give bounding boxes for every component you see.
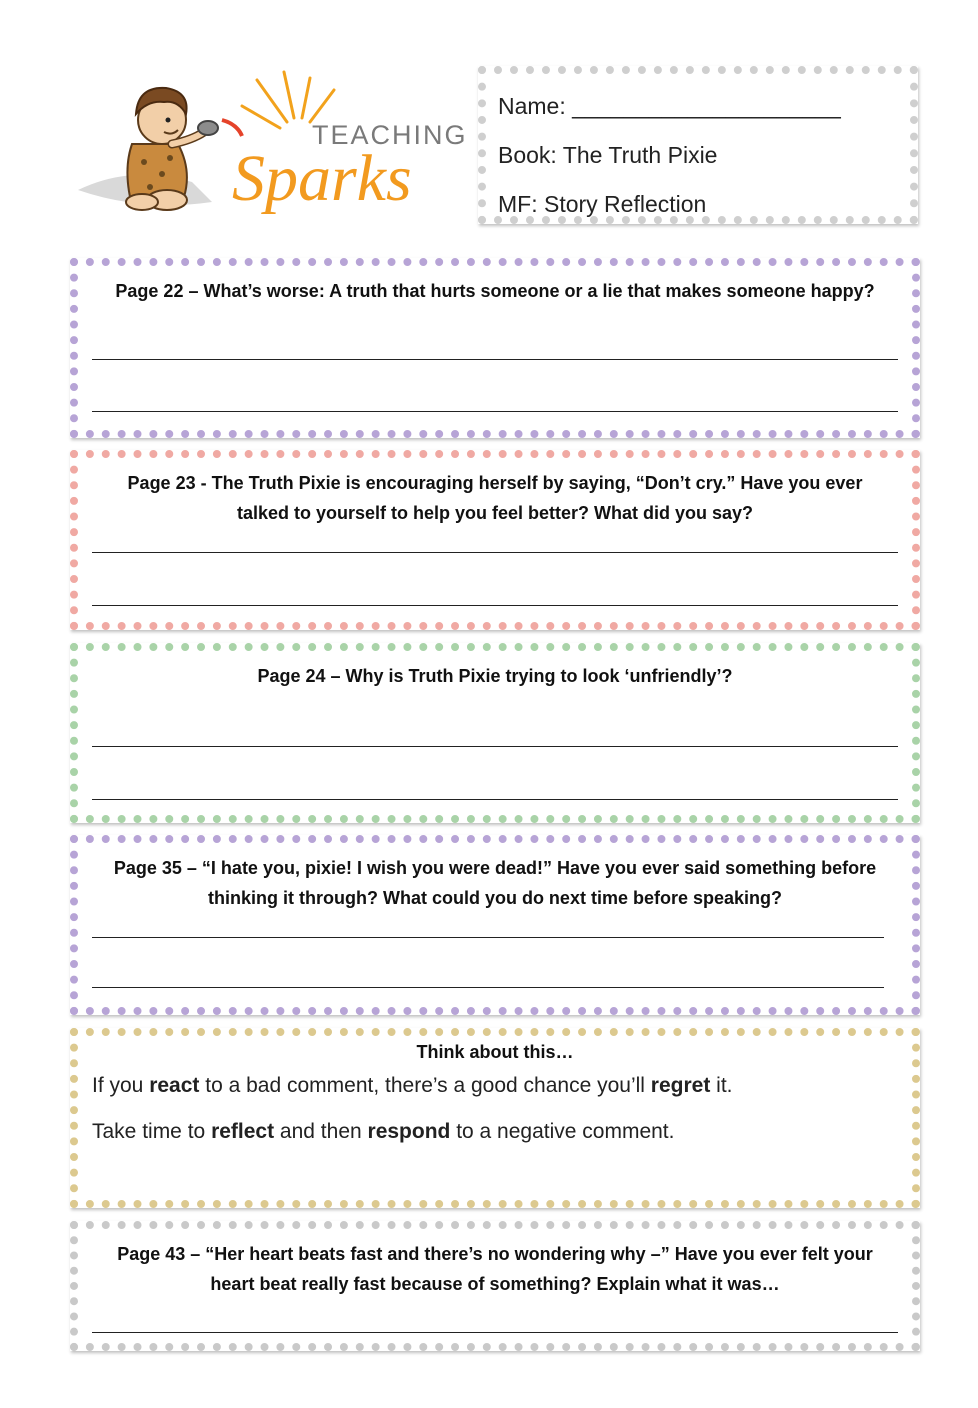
book-title: Book: The Truth Pixie bbox=[498, 142, 718, 168]
think-about-this-card bbox=[70, 1028, 920, 1208]
answer-line[interactable] bbox=[92, 799, 898, 800]
student-info-box bbox=[478, 66, 918, 224]
think-keyword-respond: respond bbox=[367, 1120, 451, 1143]
answer-line[interactable] bbox=[92, 1332, 898, 1333]
teaching-sparks-logo bbox=[72, 62, 467, 227]
question-text: Page 23 - The Truth Pixie is encouraging herself by saying, “Don’t cry.” Have you ever talked to yourself to help you feel better? What did you say? bbox=[127, 473, 863, 523]
name-field[interactable]: Name: _____________________ bbox=[498, 93, 841, 119]
question-card-page-43 bbox=[70, 1221, 920, 1351]
answer-line[interactable] bbox=[92, 552, 898, 553]
think-line-reflect bbox=[92, 1120, 674, 1144]
question-text: Page 24 – Why is Truth Pixie trying to look ‘unfriendly’? bbox=[257, 666, 733, 686]
question-card-page-35 bbox=[70, 835, 920, 1015]
logo-sparks-text: Sparks bbox=[232, 142, 412, 215]
think-text: it. bbox=[710, 1074, 733, 1097]
question-text: Page 22 – What’s worse: A truth that hurts someone or a lie that makes someone happy? bbox=[115, 281, 875, 301]
think-keyword-react: react bbox=[149, 1074, 200, 1097]
answer-line[interactable] bbox=[92, 411, 898, 412]
think-keyword-reflect: reflect bbox=[211, 1120, 275, 1143]
question-card-page-23 bbox=[70, 450, 920, 630]
think-text: and then bbox=[274, 1120, 368, 1143]
think-text: to a bad comment, there’s a good chance you’ll bbox=[199, 1074, 651, 1097]
question-card-page-22 bbox=[70, 258, 920, 438]
think-title: Think about this… bbox=[416, 1042, 574, 1062]
think-keyword-regret: regret bbox=[650, 1074, 711, 1097]
think-text: Take time to bbox=[92, 1120, 212, 1143]
think-text: to a negative comment. bbox=[450, 1120, 675, 1143]
answer-line[interactable] bbox=[92, 937, 884, 938]
mf-title: MF: Story Reflection bbox=[498, 191, 707, 217]
question-text: Page 43 – “Her heart beats fast and there’s no wondering why –” Have you ever felt your heart beat really fast because of something? Explain what it was… bbox=[117, 1244, 873, 1294]
answer-line[interactable] bbox=[92, 987, 884, 988]
think-text: If you bbox=[92, 1074, 150, 1097]
answer-line[interactable] bbox=[92, 359, 898, 360]
question-text: Page 35 – “I hate you, pixie! I wish you were dead!” Have you ever said something before thinking it through? What could you do next time before speaking? bbox=[113, 858, 877, 908]
answer-line[interactable] bbox=[92, 605, 898, 606]
question-card-page-24 bbox=[70, 643, 920, 823]
think-line-react bbox=[92, 1074, 733, 1098]
caveman-mascot-icon bbox=[72, 62, 467, 227]
answer-line[interactable] bbox=[92, 746, 898, 747]
logo-teaching-text: TEACHING bbox=[312, 120, 467, 150]
